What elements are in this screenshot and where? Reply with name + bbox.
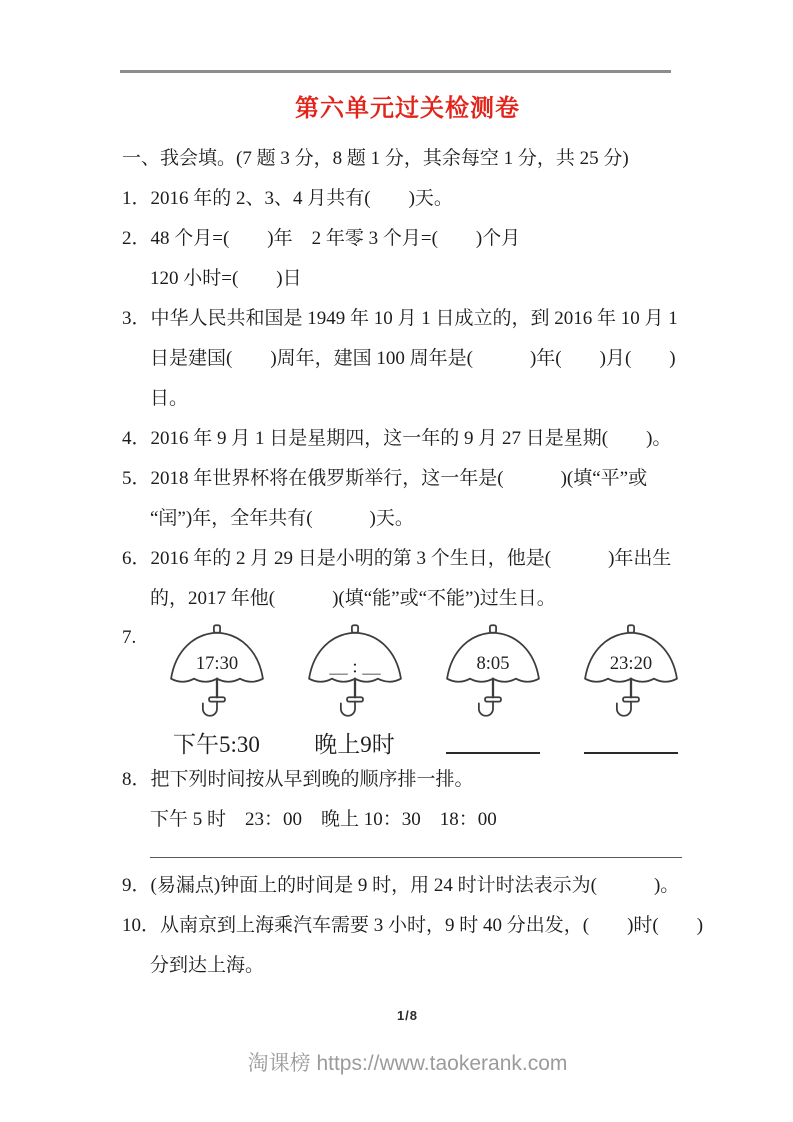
- umbrella-time: 23:20: [609, 652, 652, 674]
- question-2-line-2: 120 小时=( )日: [150, 268, 302, 289]
- umbrella-icon: [302, 623, 408, 722]
- umbrella-row: [158, 623, 689, 760]
- umbrella-icon: [578, 623, 684, 722]
- top-divider: [120, 70, 671, 73]
- question-7-number: 7.: [122, 627, 137, 648]
- umbrella-time-blank: ＿ : ＿: [328, 656, 381, 678]
- umbrella-label: 晚上9时: [314, 732, 395, 757]
- umbrella-figure-2: [296, 623, 413, 760]
- question-10-line-2: 分到达上海。: [150, 955, 265, 976]
- umbrella-answer-blank: [584, 722, 678, 754]
- question-1-line-1: 1．2016 年的 2、3、4 月共有( )天。: [122, 188, 453, 209]
- page-number: 1/8: [396, 1008, 419, 1023]
- question-6-line-1: 6．2016 年的 2 月 29 日是小明的第 3 个生日，他是( )年出生: [122, 548, 672, 569]
- question-5-line-2: “闰”)年，全年共有( )天。: [150, 508, 414, 529]
- question-8-line-1: 8．把下列时间按从早到晚的顺序排一排。: [122, 769, 474, 790]
- umbrella-time: 8:05: [476, 652, 509, 674]
- question-3-line-2: 日是建国( )周年，建国 100 周年是( )年( )月( ): [150, 348, 676, 369]
- page-title: 第六单元过关检测卷: [295, 95, 520, 122]
- question-3-line-1: 3．中华人民共和国是 1949 年 10 月 1 日成立的，到 2016 年 10 月 1: [122, 308, 678, 329]
- question-8-answer-line: [150, 856, 682, 858]
- question-8-line-2: 下午 5 时 23：00 晚上 10：30 18：00: [150, 809, 497, 830]
- umbrella-icon: [164, 623, 270, 722]
- umbrella-figure-1: [158, 623, 275, 760]
- umbrella-figure-4: [572, 623, 689, 760]
- question-6-line-2: 的，2017 年他( )(填“能”或“不能”)过生日。: [150, 588, 556, 609]
- umbrella-label: 下午5:30: [173, 732, 260, 757]
- question-9-line-1: 9．(易漏点)钟面上的时间是 9 时，用 24 时计时法表示为( )。: [122, 875, 680, 896]
- question-3-line-3: 日。: [150, 388, 189, 409]
- umbrella-answer-blank: [446, 722, 540, 754]
- question-2-line-1: 2．48 个月=( )年 2 年零 3 个月=( )个月: [122, 228, 521, 249]
- umbrella-figure-3: [434, 623, 551, 760]
- question-4-line-1: 4．2016 年 9 月 1 日是星期四，这一年的 9 月 27 日是星期( )。: [122, 428, 672, 449]
- watermark: 淘课榜 https://www.taokerank.com: [247, 1052, 568, 1075]
- umbrella-icon: [440, 623, 546, 722]
- question-5-line-1: 5．2018 年世界杯将在俄罗斯举行，这一年是( )(填“平”或: [122, 468, 648, 489]
- question-7: [122, 623, 693, 760]
- section-header: 一、我会填。(7 题 3 分，8 题 1 分，其余每空 1 分，共 25 分): [122, 148, 629, 169]
- umbrella-time: 17:30: [195, 652, 238, 674]
- question-10-line-1: 10．从南京到上海乘汽车需要 3 小时，9 时 40 分出发，( )时( ): [122, 915, 704, 936]
